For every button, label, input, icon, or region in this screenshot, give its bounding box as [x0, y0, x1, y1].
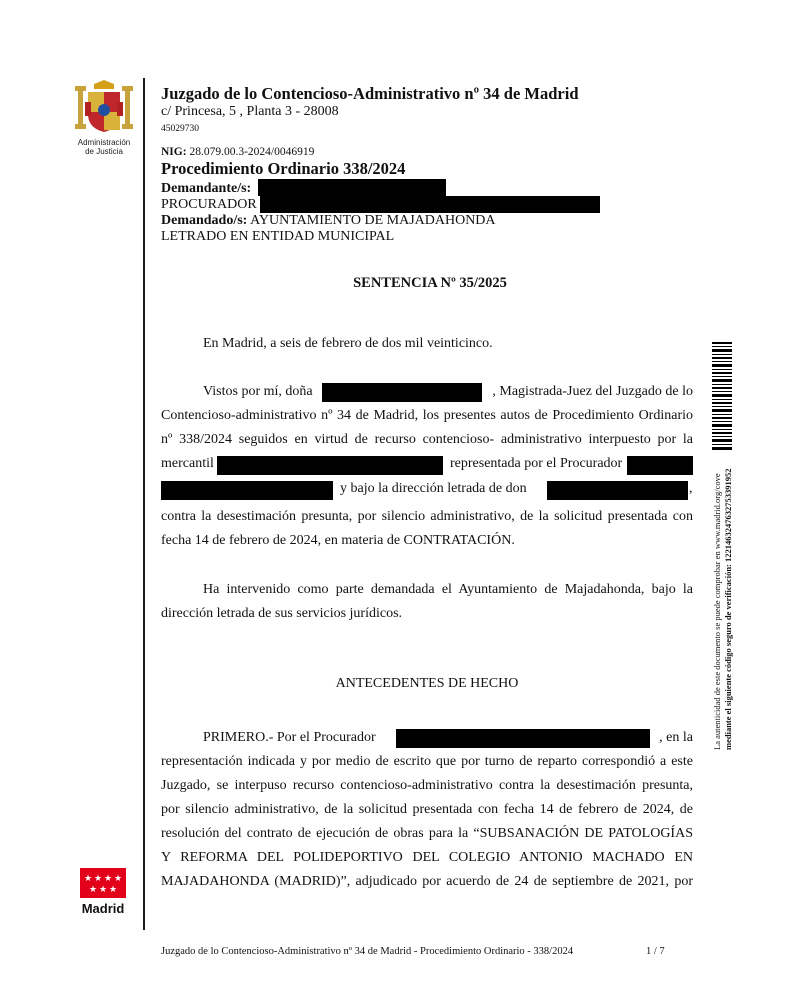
primero-l1a: PRIMERO.- Por el Procurador [203, 730, 376, 745]
redaction-procurador [260, 196, 600, 213]
procurador-label: PROCURADOR [161, 197, 257, 212]
vistos-l5a: y bajo la dirección letrada de don [340, 481, 527, 496]
primero-line-6: Y REFORMA DEL POLIDEPORTIVO DEL COLEGIO ANTONIO MACHADO EN [161, 850, 693, 865]
margin-rule [143, 78, 145, 930]
antecedentes-title: ANTECEDENTES DE HECHO [335, 676, 519, 691]
nig-label: NIG: [161, 146, 187, 158]
demandante-label: Demandante/s: [161, 181, 252, 196]
justicia-label-line1: Administración [77, 138, 131, 147]
svg-text:★: ★ [108, 885, 118, 895]
svg-text:★: ★ [88, 885, 98, 895]
primero-line-4: por silencio administrativo, de la solicitud presentada con fecha 14 de febrero de 2024, de [161, 802, 693, 817]
date-text: En Madrid, a seis de febrero de dos mil veinticinco. [203, 336, 493, 351]
vistos-l1b: , Magistrada-Juez del Juzgado de lo [492, 384, 693, 399]
primero-line-7: MAJADAHONDA (MADRID)”, adjudicado por acuerdo de 24 de septiembre de 2021, por [161, 874, 693, 889]
intervenido-line-1: Ha intervenido como parte demandada el Ayuntamiento de Majadahonda, bajo la [203, 582, 693, 597]
procedure-title: Procedimiento Ordinario 338/2024 [161, 159, 406, 178]
vistos-line-3: nº 338/2024 seguidos en virtud de recurso contencioso- administrativo interpuesto por la [161, 432, 693, 447]
court-address: c/ Princesa, 5 , Planta 3 - 28008 [161, 104, 339, 119]
vistos-line-2: Contencioso-administrativo nº 34 de Madrid, los presentes autos de Procedimiento Ordinario [161, 408, 693, 423]
demandado-label: Demandado/s: [161, 213, 248, 228]
redaction-primero-procurador [396, 729, 650, 748]
primero-line-2: representación indicada y por medio de escrito que por turno de reparto correspondió a este [161, 754, 693, 769]
date-paragraph [161, 332, 693, 356]
primero-line-3: Juzgado, se interpuso recurso contencioso-administrativo contra la desestimación presunta, [161, 778, 693, 793]
vistos-l4a: mercantil [161, 456, 214, 471]
nig-line [161, 146, 314, 158]
vistos-l5b: , [689, 481, 693, 496]
primero-l1b: , en la [659, 730, 693, 745]
vistos-l1a: Vistos por mí, doña [203, 384, 313, 399]
svg-text:★: ★ [83, 874, 93, 884]
madrid-logo [80, 868, 126, 920]
verification-line-2: mediante el siguiente código seguro de verificación: 1221463247632753391952 [723, 468, 733, 750]
svg-text:★: ★ [113, 874, 123, 884]
demandante-line [161, 180, 251, 197]
verification-line-1: La autenticidad de este documento se puede comprobar en www.madrid.org/cove [712, 473, 722, 750]
redaction-procurador-name [627, 456, 693, 475]
court-code: 45029730 [161, 124, 199, 134]
footer-text: Juzgado de lo Contencioso-Administrativo nº 34 de Madrid - Procedimiento Ordinario - 338/2024 [161, 946, 574, 957]
redaction-demandante [258, 179, 446, 196]
vistos-line-7: fecha 14 de febrero de 2024, en materia de CONTRATACIÓN. [161, 533, 515, 548]
vistos-line-6: contra la desestimación presunta, por silencio administrativo, de la solicitud presentada con [161, 509, 693, 524]
nig-value: 28.079.00.3-2024/0046919 [189, 146, 315, 158]
vistos-l4b: representada por el Procurador [450, 456, 623, 471]
justicia-label-line2: de Justicia [85, 147, 123, 156]
coat-of-arms-icon [72, 80, 136, 136]
svg-text:★: ★ [93, 874, 103, 884]
demandado-line [161, 212, 496, 229]
letrado-line: LETRADO EN ENTIDAD MUNICIPAL [161, 229, 395, 244]
court-title: Juzgado de lo Contencioso-Administrativo nº 34 de Madrid [161, 84, 579, 103]
barcode-icon [712, 342, 732, 450]
redaction-mercantil [217, 456, 443, 475]
svg-text:★: ★ [98, 885, 108, 895]
redaction-magistrada [322, 383, 482, 402]
madrid-label: Madrid [81, 901, 125, 916]
justicia-logo [72, 80, 136, 160]
madrid-stars-icon [80, 868, 126, 898]
redaction-procurador-name-2 [161, 481, 333, 500]
redaction-letrado [547, 481, 688, 500]
page-number: 1 / 7 [646, 946, 665, 957]
verification-note [712, 469, 734, 751]
demandado-value: AYUNTAMIENTO DE MAJADAHONDA [250, 213, 496, 228]
primero-line-5: resolución del contrato de ejecución de obras para la “SUBSANACIÓN DE PATOLOGÍAS [161, 826, 693, 841]
svg-text:★: ★ [103, 874, 113, 884]
sentencia-title: SENTENCIA Nº 35/2025 [353, 275, 507, 291]
intervenido-line-2: dirección letrada de sus servicios jurídicos. [161, 606, 403, 621]
